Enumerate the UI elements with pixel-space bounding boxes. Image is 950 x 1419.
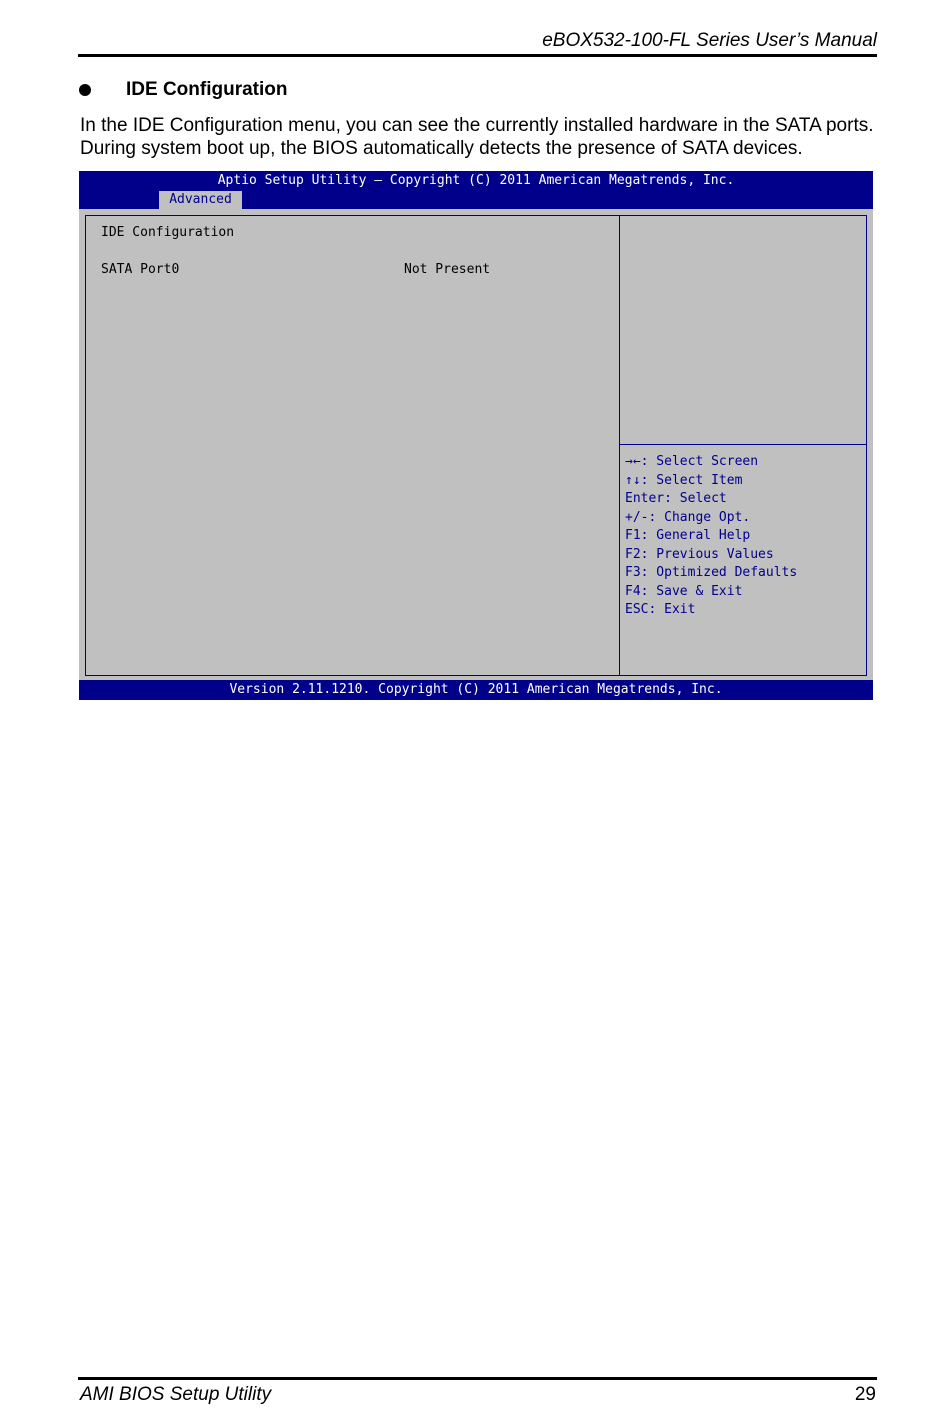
bios-screenshot [79,171,873,700]
main-heading: IDE Configuration [101,225,235,240]
sata-port0-value: Not Present [404,262,491,277]
help-previous-values: F2: Previous Values [625,546,774,562]
page-number: 29 [854,1384,876,1405]
help-optimized-defaults: F3: Optimized Defaults [625,565,798,580]
help-select-item: ↑↓: Select Item [625,472,743,488]
manual-header-title: eBOX532-100-FL Series User’s Manual [542,30,877,51]
footer-section-title: AMI BIOS Setup Utility [80,1384,272,1405]
footer-rule [78,1377,877,1380]
bullet-icon [79,84,91,96]
sata-port0-label: SATA Port0 [101,262,180,277]
help-esc-exit: ESC: Exit [625,602,696,617]
bios-main-panel [85,215,620,676]
section-title: IDE Configuration [126,79,288,100]
help-enter: Enter: Select [625,491,727,506]
bios-statusbar: Version 2.11.1210. Copyright (C) 2011 American Megatrends, Inc. [79,680,873,700]
bios-title: Aptio Setup Utility – Copyright (C) 2011 American Megatrends, Inc. [217,173,735,188]
help-change-opt: +/-: Change Opt. [625,509,751,525]
header-rule [78,54,877,57]
help-general-help: F1: General Help [625,528,751,543]
help-save-exit: F4: Save & Exit [625,583,743,599]
intro-paragraph: In the IDE Configuration menu, you can see the currently installed hardware in the SATA ports. During system boot up, the BIOS automatically detects the presence of SATA devices. [80,115,874,159]
help-divider [619,444,866,445]
help-key-list [625,453,797,620]
help-select-screen: →←: Select Screen [625,454,759,469]
bios-titlebar [79,171,873,209]
bios-help-panel [619,215,867,676]
tab-advanced[interactable]: Advanced [159,191,242,209]
